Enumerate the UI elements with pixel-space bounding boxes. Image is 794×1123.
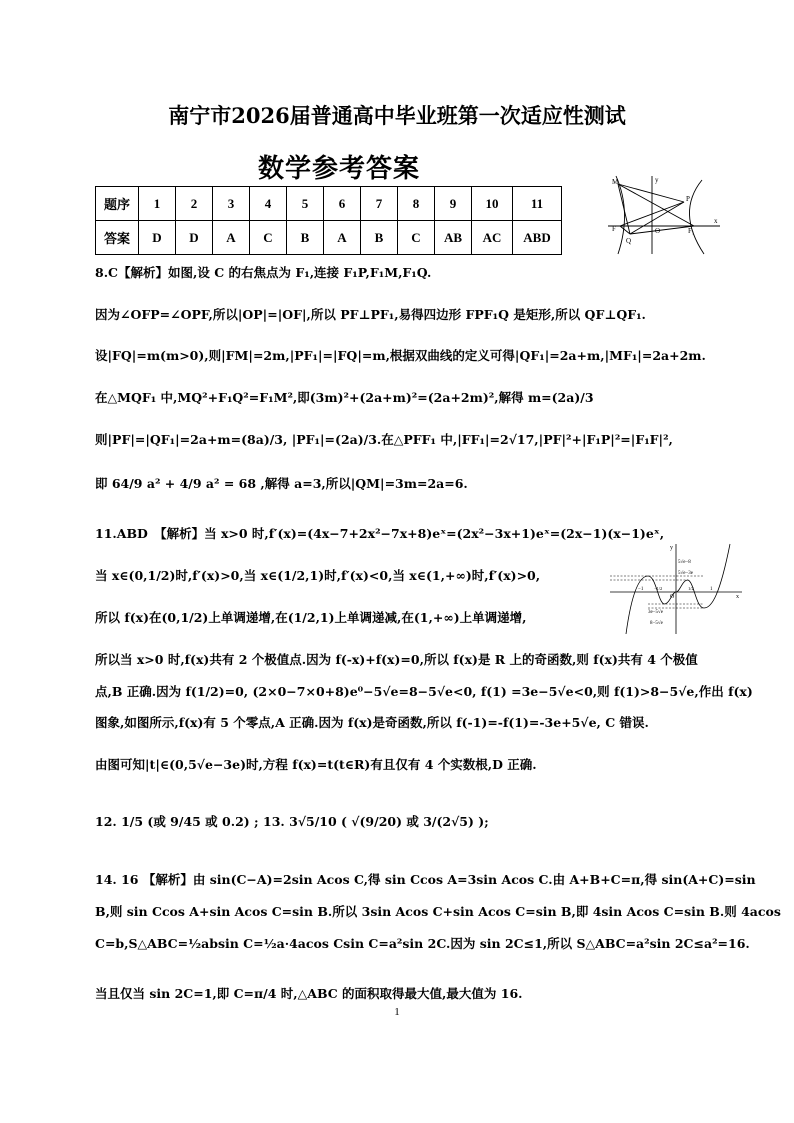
fig1-label-F1: F₁ (688, 227, 695, 235)
text-line: 图象,如图所示,f(x)有 5 个零点,A 正确.因为 f(x)是奇函数,所以 f(-1)=-f(1)=-3e+5√e, C 错误. (95, 715, 649, 730)
fig2-label-origin: O (670, 594, 675, 600)
answer-label-cell: 答案 (96, 221, 139, 255)
answer-table-header-row (96, 187, 562, 221)
number-cell: 10 (472, 187, 513, 221)
answer-cell: ABD (513, 221, 562, 255)
text-line: 所以当 x>0 时,f(x)共有 2 个极值点.因为 f(-x)+f(x)=0,所以 f(x)是 R 上的奇函数,则 f(x)共有 4 个极值 (95, 652, 698, 667)
answer-cell: A (213, 221, 250, 255)
number-cell: 2 (176, 187, 213, 221)
fig2-label-y: y (670, 545, 673, 551)
fig2-label-c: 3e−5√e (648, 610, 664, 615)
hyperbola-right-branch (689, 180, 704, 254)
text-line: 由图可知|t|∈(0,5√e−3e)时,方程 f(x)=t(t∈R)有且仅有 4 个实数根,D 正确. (95, 757, 537, 772)
header-label-cell: 题序 (96, 187, 139, 221)
fig1-label-M: M (612, 178, 619, 186)
answer-cell: D (176, 221, 213, 255)
fig2-label-a: 5√e−8 (678, 560, 691, 565)
function-graph-figure (608, 540, 744, 636)
fig2-label-neghalf: −1/2 (654, 586, 663, 591)
answer-cell: AC (472, 221, 513, 255)
fig1-label-F: F (612, 225, 616, 233)
number-cell: 4 (250, 187, 287, 221)
page-number: 1 (394, 1006, 400, 1018)
text-line: 点,B 正确.因为 f(1/2)=0, (2×0−7×0+8)e⁰−5√e=8−5√e<0, f(1) =3e−5√e<0,则 f(1)>8−5√e,作出 f(x) (95, 684, 753, 699)
text-line: 设|FQ|=m(m>0),则|FM|=2m,|PF₁|=|FQ|=m,根据双曲线的定义可得|QF₁|=2a+m,|MF₁|=2a+2m. (95, 348, 706, 363)
answer-cell: C (250, 221, 287, 255)
number-cell: 1 (139, 187, 176, 221)
answer-cell: D (139, 221, 176, 255)
title-line-1: 南宁市2026届普通高中毕业班第一次适应性测试 (168, 103, 626, 128)
fig1-label-y: y (655, 176, 659, 184)
fig2-label-one: 1 (710, 587, 713, 592)
answer-cell: AB (435, 221, 472, 255)
answer-table (95, 186, 562, 255)
fig1-label-P: P (686, 195, 690, 203)
fig2-label-x: x (736, 594, 739, 600)
number-cell: 6 (324, 187, 361, 221)
answer-table-answer-row (96, 221, 562, 255)
number-cell: 7 (361, 187, 398, 221)
text-line: 14. 16 【解析】由 sin(C−A)=2sin Acos C,得 sin Ccos A=3sin Acos C.由 A+B+C=π,得 sin(A+C)=sin (95, 872, 756, 887)
text-line: 当且仅当 sin 2C=1,即 C=π/4 时,△ABC 的面积取得最大值,最大值为 16. (95, 986, 523, 1001)
text-line: 在△MQF₁ 中,MQ²+F₁Q²=F₁M²,即(3m)²+(2a+m)²=(2a+2m)²,解得 m=(2a)/3 (95, 390, 594, 405)
text-line: 所以 f(x)在(0,1/2)上单调递增,在(1/2,1)上单调递减,在(1,+∞)上单调递增, (95, 610, 527, 625)
title-line-2: 数学参考答案 (258, 154, 421, 184)
number-cell: 8 (398, 187, 435, 221)
answer-cell: B (361, 221, 398, 255)
text-line: 则|PF|=|QF₁|=2a+m=(8a)/3, |PF₁|=(2a)/3.在△PFF₁ 中,|FF₁|=2√17,|PF|²+|F₁P|²=|F₁F|², (95, 432, 673, 447)
number-cell: 3 (213, 187, 250, 221)
text-line: C=b,S△ABC=½absin C=½a·4acos Csin C=a²sin 2C.因为 sin 2C≤1,所以 S△ABC=a²sin 2C≤a²=16. (95, 936, 750, 951)
text-line: 8.C【解析】如图,设 C 的右焦点为 F₁,连接 F₁P,F₁M,F₁Q. (95, 265, 432, 280)
fig2-label-half: 1/2 (688, 586, 694, 591)
text-line: 当 x∈(0,1/2)时,f′(x)>0,当 x∈(1/2,1)时,f′(x)<0,当 x∈(1,+∞)时,f′(x)>0, (95, 568, 541, 583)
number-cell: 5 (287, 187, 324, 221)
text-line: 11.ABD 【解析】当 x>0 时,f′(x)=(4x−7+2x²−7x+8)eˣ=(2x²−3x+1)eˣ=(2x−1)(x−1)eˣ, (95, 526, 665, 541)
fig2-label-neg1: −1 (638, 587, 644, 592)
fig2-label-d: 8−5√e (650, 621, 663, 626)
text-line: 12. 1/5 (或 9/45 或 0.2) ; 13. 3√5/10 ( √(9/20) 或 3/(2√5) ); (95, 814, 489, 829)
fig2-label-b: 5√e−3e (678, 571, 694, 576)
answer-cell: A (324, 221, 361, 255)
text-line: 因为∠OFP=∠OPF,所以|OP|=|OF|,所以 PF⊥PF₁,易得四边形 FPF₁Q 是矩形,所以 QF⊥QF₁. (95, 307, 646, 322)
answer-cell: B (287, 221, 324, 255)
fig1-label-O: O (655, 227, 661, 235)
number-cell: 11 (513, 187, 562, 221)
text-line: B,则 sin Ccos A+sin Acos C=sin B.所以 3sin Acos C+sin Acos C=sin B,即 4sin Acos C=sin B.则 4acos (95, 904, 781, 919)
hyperbola-left-branch (616, 176, 625, 254)
text-line: 即 64/9 a² + 4/9 a² = 68 ,解得 a=3,所以|QM|=3m=2a=6. (95, 476, 468, 491)
fig1-label-x: x (714, 217, 718, 225)
number-cell: 9 (435, 187, 472, 221)
answer-cell: C (398, 221, 435, 255)
hyperbola-figure (606, 172, 724, 256)
fig1-label-Q: Q (626, 237, 632, 245)
